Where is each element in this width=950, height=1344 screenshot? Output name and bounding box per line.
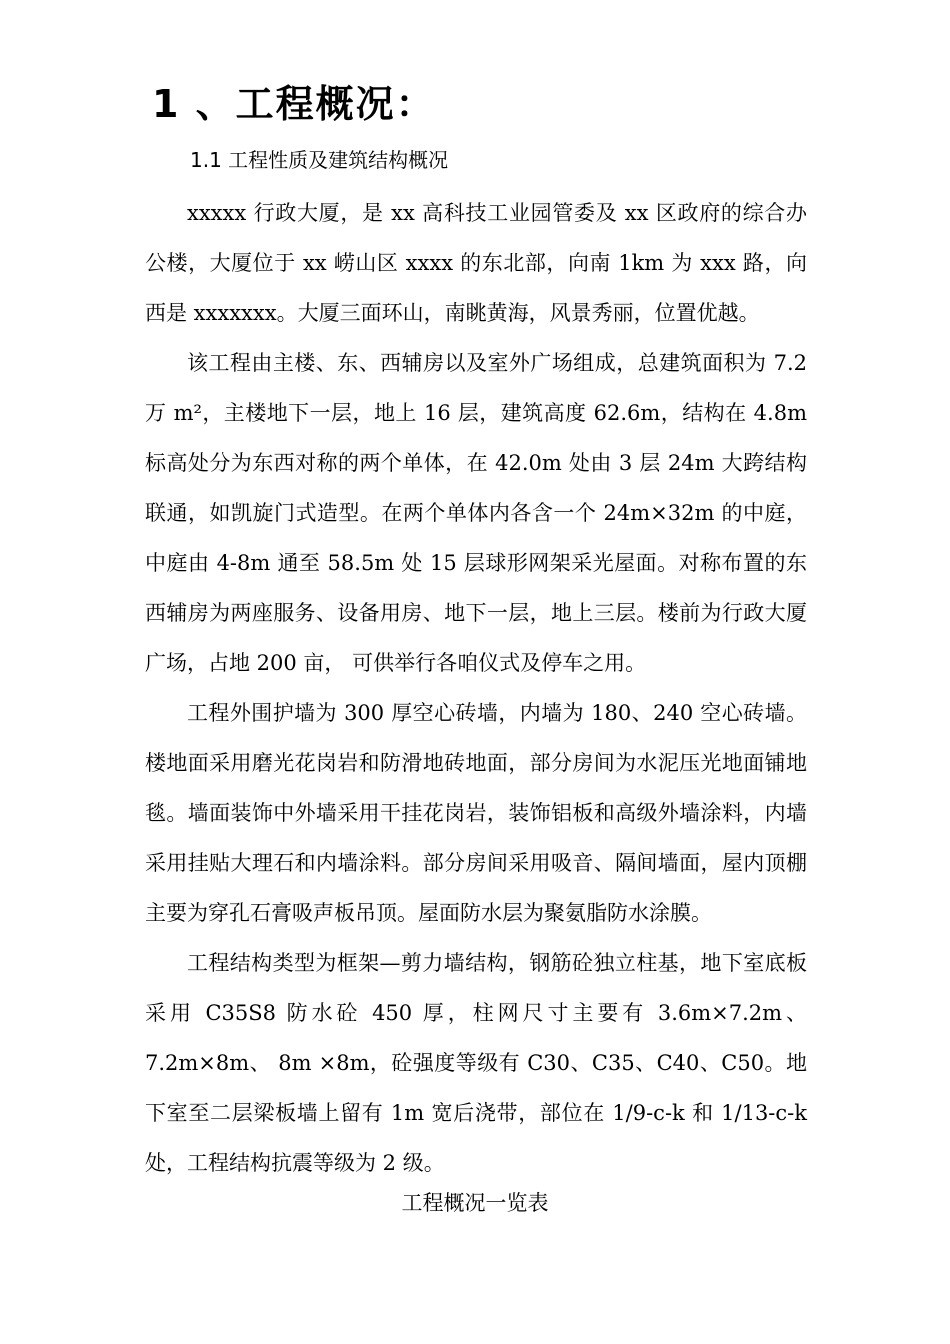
paragraph-building-composition: 该工程由主楼、东、西辅房以及室外广场组成，总建筑面积为 7.2 万 m²，主楼地下一层，地上 16 层，建筑高度 62.6m，结构在 4.8m 标高处分为东西对称的两个单体，在 42.0m 处由 3 层 24m 大跨结构联通，如凯旋门式造型。在两个单体内各含一个 24m×32m 的中庭，中庭由 4-8m 通至 58.5m 处 15 层球形网架采光屋面。对称布置的东西辅房为两座服务、设备用房、地下一层，地上三层。楼前为行政大厦广场，占地 200 亩， 可供举行各咱仪式及停车之用。 (145, 351, 807, 675)
paragraph-project-location: xxxxx 行政大厦，是 xx 高科技工业园管委及 xx 区政府的综合办公楼，大厦位于 xx 崂山区 xxxx 的东北部，向南 1km 为 xxx 路，向西是 xxxxxxx。大厦三面环山，南眺黄海，风景秀丽，位置优越。 (145, 201, 807, 325)
body-text (145, 188, 807, 1188)
subsection-heading: 1.1 工程性质及建筑结构概况 (190, 148, 449, 172)
paragraph-structure-type: 工程结构类型为框架—剪力墙结构，钢筋砼独立柱基，地下室底板采用 C35S8 防水砼 450 厚，柱网尺寸主要有 3.6m×7.2m、7.2m×8m、 8m ×8m，砼强度等级有 C30、C35、C40、C50。地下室至二层梁板墙上留有 1m 宽后浇带，部位在 1/9-c-k 和 1/13-c-k 处，工程结构抗震等级为 2 级。 (145, 951, 807, 1175)
paragraph-wall-and-finishes: 工程外围护墙为 300 厚空心砖墙，内墙为 180、240 空心砖墙。楼地面采用磨光花岗岩和防滑地砖地面，部分房间为水泥压光地面铺地毯。墙面装饰中外墙采用干挂花岗岩，装饰铝板和高级外墙涂料，内墙采用挂贴大理石和内墙涂料。部分房间采用吸音、隔间墙面，屋内顶棚主要为穿孔石膏吸声板吊顶。屋面防水层为聚氨脂防水涂膜。 (145, 701, 807, 925)
section-heading: 1 、工程概况： (152, 82, 436, 126)
table-caption: 工程概况一览表 (401, 1191, 549, 1215)
